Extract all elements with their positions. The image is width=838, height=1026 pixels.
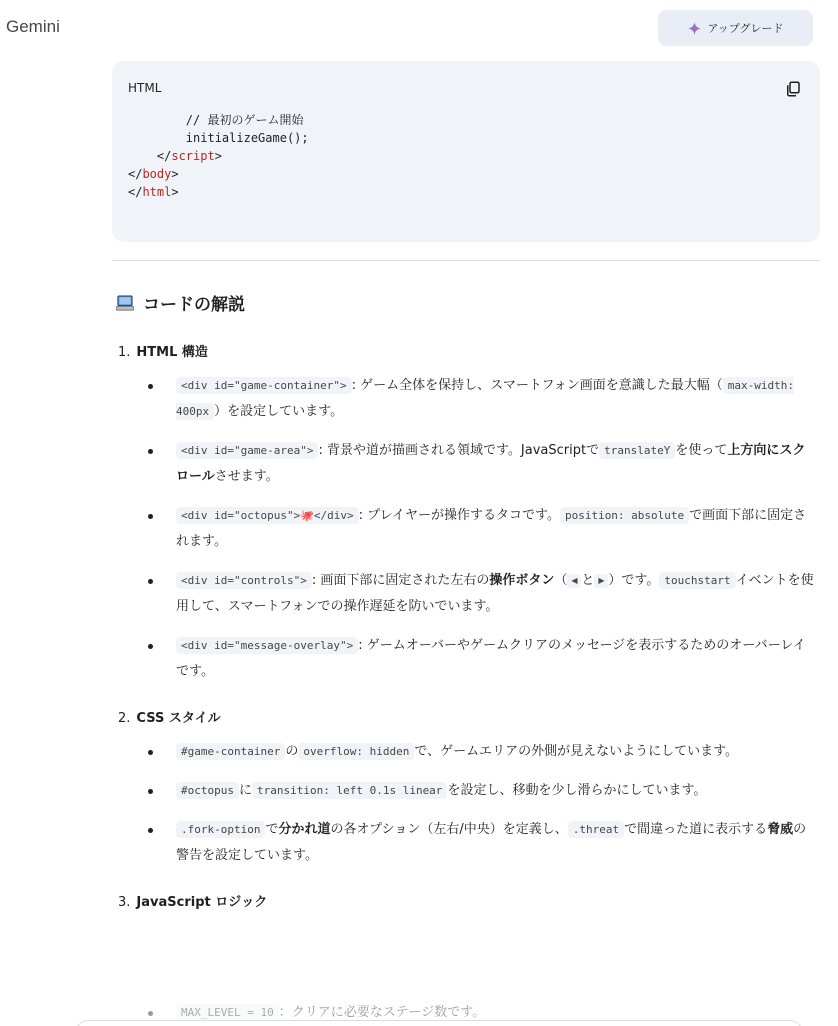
inline-code: .fork-option: [176, 821, 265, 838]
section-title: コードの解説: [143, 295, 245, 315]
right-arrow-icon: ▶: [594, 574, 608, 588]
code-text: >: [171, 167, 179, 181]
ordered-list-item: [118, 343, 818, 685]
bullet-item: [118, 633, 818, 685]
bullet-dot: [148, 384, 153, 389]
text: で間違った道に表示する: [624, 822, 768, 837]
text: の各オプション（左右/中央）を定義し、: [330, 822, 568, 837]
inline-code: <div id="message-overlay">: [176, 637, 358, 654]
code-tag-name: html: [142, 185, 172, 199]
bullet-item: [118, 373, 818, 425]
text: の警告を設定しています。: [176, 822, 807, 863]
inline-code: #game-container: [176, 743, 285, 760]
bold-text: 操作ボタン: [489, 573, 555, 588]
bullet-text: [152, 817, 818, 869]
text: で、ゲームエリアの外側が見えないようにしています。: [414, 744, 739, 759]
inline-code: overflow: hidden: [298, 743, 414, 760]
bullet-dot: [148, 750, 153, 755]
code-line: [128, 165, 309, 183]
list-heading: [118, 709, 818, 729]
text: : 背景や道が描画される領域です。JavaScriptで: [318, 443, 600, 458]
bold-text: 脅威: [767, 822, 794, 837]
text: させます。: [214, 469, 279, 484]
bullet-text: [152, 739, 818, 765]
bullet-item: [118, 739, 818, 765]
text: の: [285, 744, 299, 759]
upgrade-button[interactable]: [658, 10, 813, 46]
section-heading: [116, 290, 245, 315]
text: : ゲーム全体を保持し、スマートフォン画面を意識した最大幅（: [351, 378, 723, 393]
text: ）を設定しています。: [214, 404, 344, 419]
list-title: HTML 構造: [136, 345, 208, 360]
text: で: [265, 822, 279, 837]
code-line: [128, 147, 309, 165]
list-number: 2.: [118, 711, 131, 726]
bullet-dot: [148, 644, 153, 649]
app-title[interactable]: Gemini: [6, 17, 60, 36]
code-tag-name: script: [171, 149, 215, 163]
text: : ゲームオーバーやゲームクリアのメッセージを表示するためのオーバーレイです。: [176, 638, 806, 679]
ordered-list-item: [118, 893, 818, 913]
code-content: [128, 111, 309, 201]
code-text: >: [171, 185, 179, 199]
sparkle-icon: [688, 22, 701, 35]
inline-code: MAX_LEVEL = 10: [176, 1004, 279, 1021]
inline-code: transition: left 0.1s linear: [252, 782, 447, 799]
prompt-input-box[interactable]: [74, 1020, 804, 1026]
text: ）です。: [608, 573, 660, 588]
bullet-list: [118, 739, 818, 869]
bullet-dot: [148, 789, 153, 794]
text: を使って: [675, 443, 728, 458]
code-block: [112, 61, 820, 242]
inline-code: translateY: [599, 442, 675, 459]
copy-icon[interactable]: [784, 80, 802, 98]
text: イベントを使用して、スマートフォンでの操作遅延を防いでいます。: [176, 573, 814, 614]
code-text: </: [128, 185, 143, 199]
inline-code: <div id="game-area">: [176, 442, 318, 459]
bullet-dot: [148, 579, 153, 584]
text: に: [238, 783, 252, 798]
text: と: [581, 573, 595, 588]
bold-text: 分かれ道: [278, 822, 331, 837]
text: : 画面下部に固定された左右の: [311, 573, 490, 588]
inline-code: .threat: [568, 821, 624, 838]
bullet-dot: [148, 1011, 153, 1016]
bold-text: 上方向にスクロール: [176, 443, 806, 484]
bullet-dot: [148, 514, 153, 519]
list-title: JavaScript ロジック: [136, 895, 268, 910]
inline-code: <div id="octopus">🐙</div>: [176, 507, 359, 524]
bullet-item: [118, 778, 818, 804]
code-text: </: [128, 167, 143, 181]
bullet-text: [152, 373, 818, 425]
inline-code: max-width: 400px: [176, 379, 795, 418]
list-number: 3.: [118, 895, 131, 910]
code-text: </: [128, 149, 172, 163]
list-heading: [118, 343, 818, 363]
bullet-item: [118, 568, 818, 620]
text: を設定し、移動を少し滑らかにしています。: [447, 783, 707, 798]
inline-code: <div id="game-container">: [176, 377, 352, 394]
bullet-item: [118, 438, 818, 490]
inline-code: <div id="controls">: [176, 572, 312, 589]
explanation-list: [118, 343, 818, 913]
left-arrow-icon: ◀: [567, 574, 581, 588]
text: : プレイヤーが操作するタコです。: [358, 508, 560, 523]
ordered-list-item: [118, 709, 818, 869]
bullet-dot: [148, 449, 153, 454]
list-heading: [118, 893, 818, 913]
code-tag-name: body: [142, 167, 172, 181]
bullet-text: [152, 778, 818, 804]
list-title: CSS スタイル: [136, 711, 221, 726]
bullet-list: [118, 373, 818, 685]
inline-code: touchstart: [659, 572, 735, 589]
code-line: [128, 111, 309, 129]
divider: [112, 260, 820, 261]
bullet-text: [152, 568, 818, 620]
bullet-text: [152, 438, 818, 490]
code-text: >: [214, 149, 222, 163]
code-line: [128, 129, 309, 147]
code-text: initializeGame();: [128, 131, 309, 145]
text: （: [554, 573, 568, 588]
bullet-dot: [148, 828, 153, 833]
code-text: // 最初のゲーム開始: [128, 113, 304, 127]
text: で画面下部に固定されます。: [176, 508, 807, 549]
bullet-item: [118, 503, 818, 555]
text: ：クリアに必要なステージ数です。: [278, 1005, 486, 1020]
code-line: [128, 183, 309, 201]
inline-code: position: absolute: [560, 507, 689, 524]
bullet-text: [152, 633, 818, 685]
inline-code: #octopus: [176, 782, 239, 799]
bullet-text: [152, 503, 818, 555]
list-number: 1.: [118, 345, 131, 360]
laptop-icon: [116, 295, 134, 311]
code-language-label: HTML: [128, 81, 162, 95]
bullet-item: [118, 817, 818, 869]
upgrade-label: アップグレード: [707, 22, 784, 35]
